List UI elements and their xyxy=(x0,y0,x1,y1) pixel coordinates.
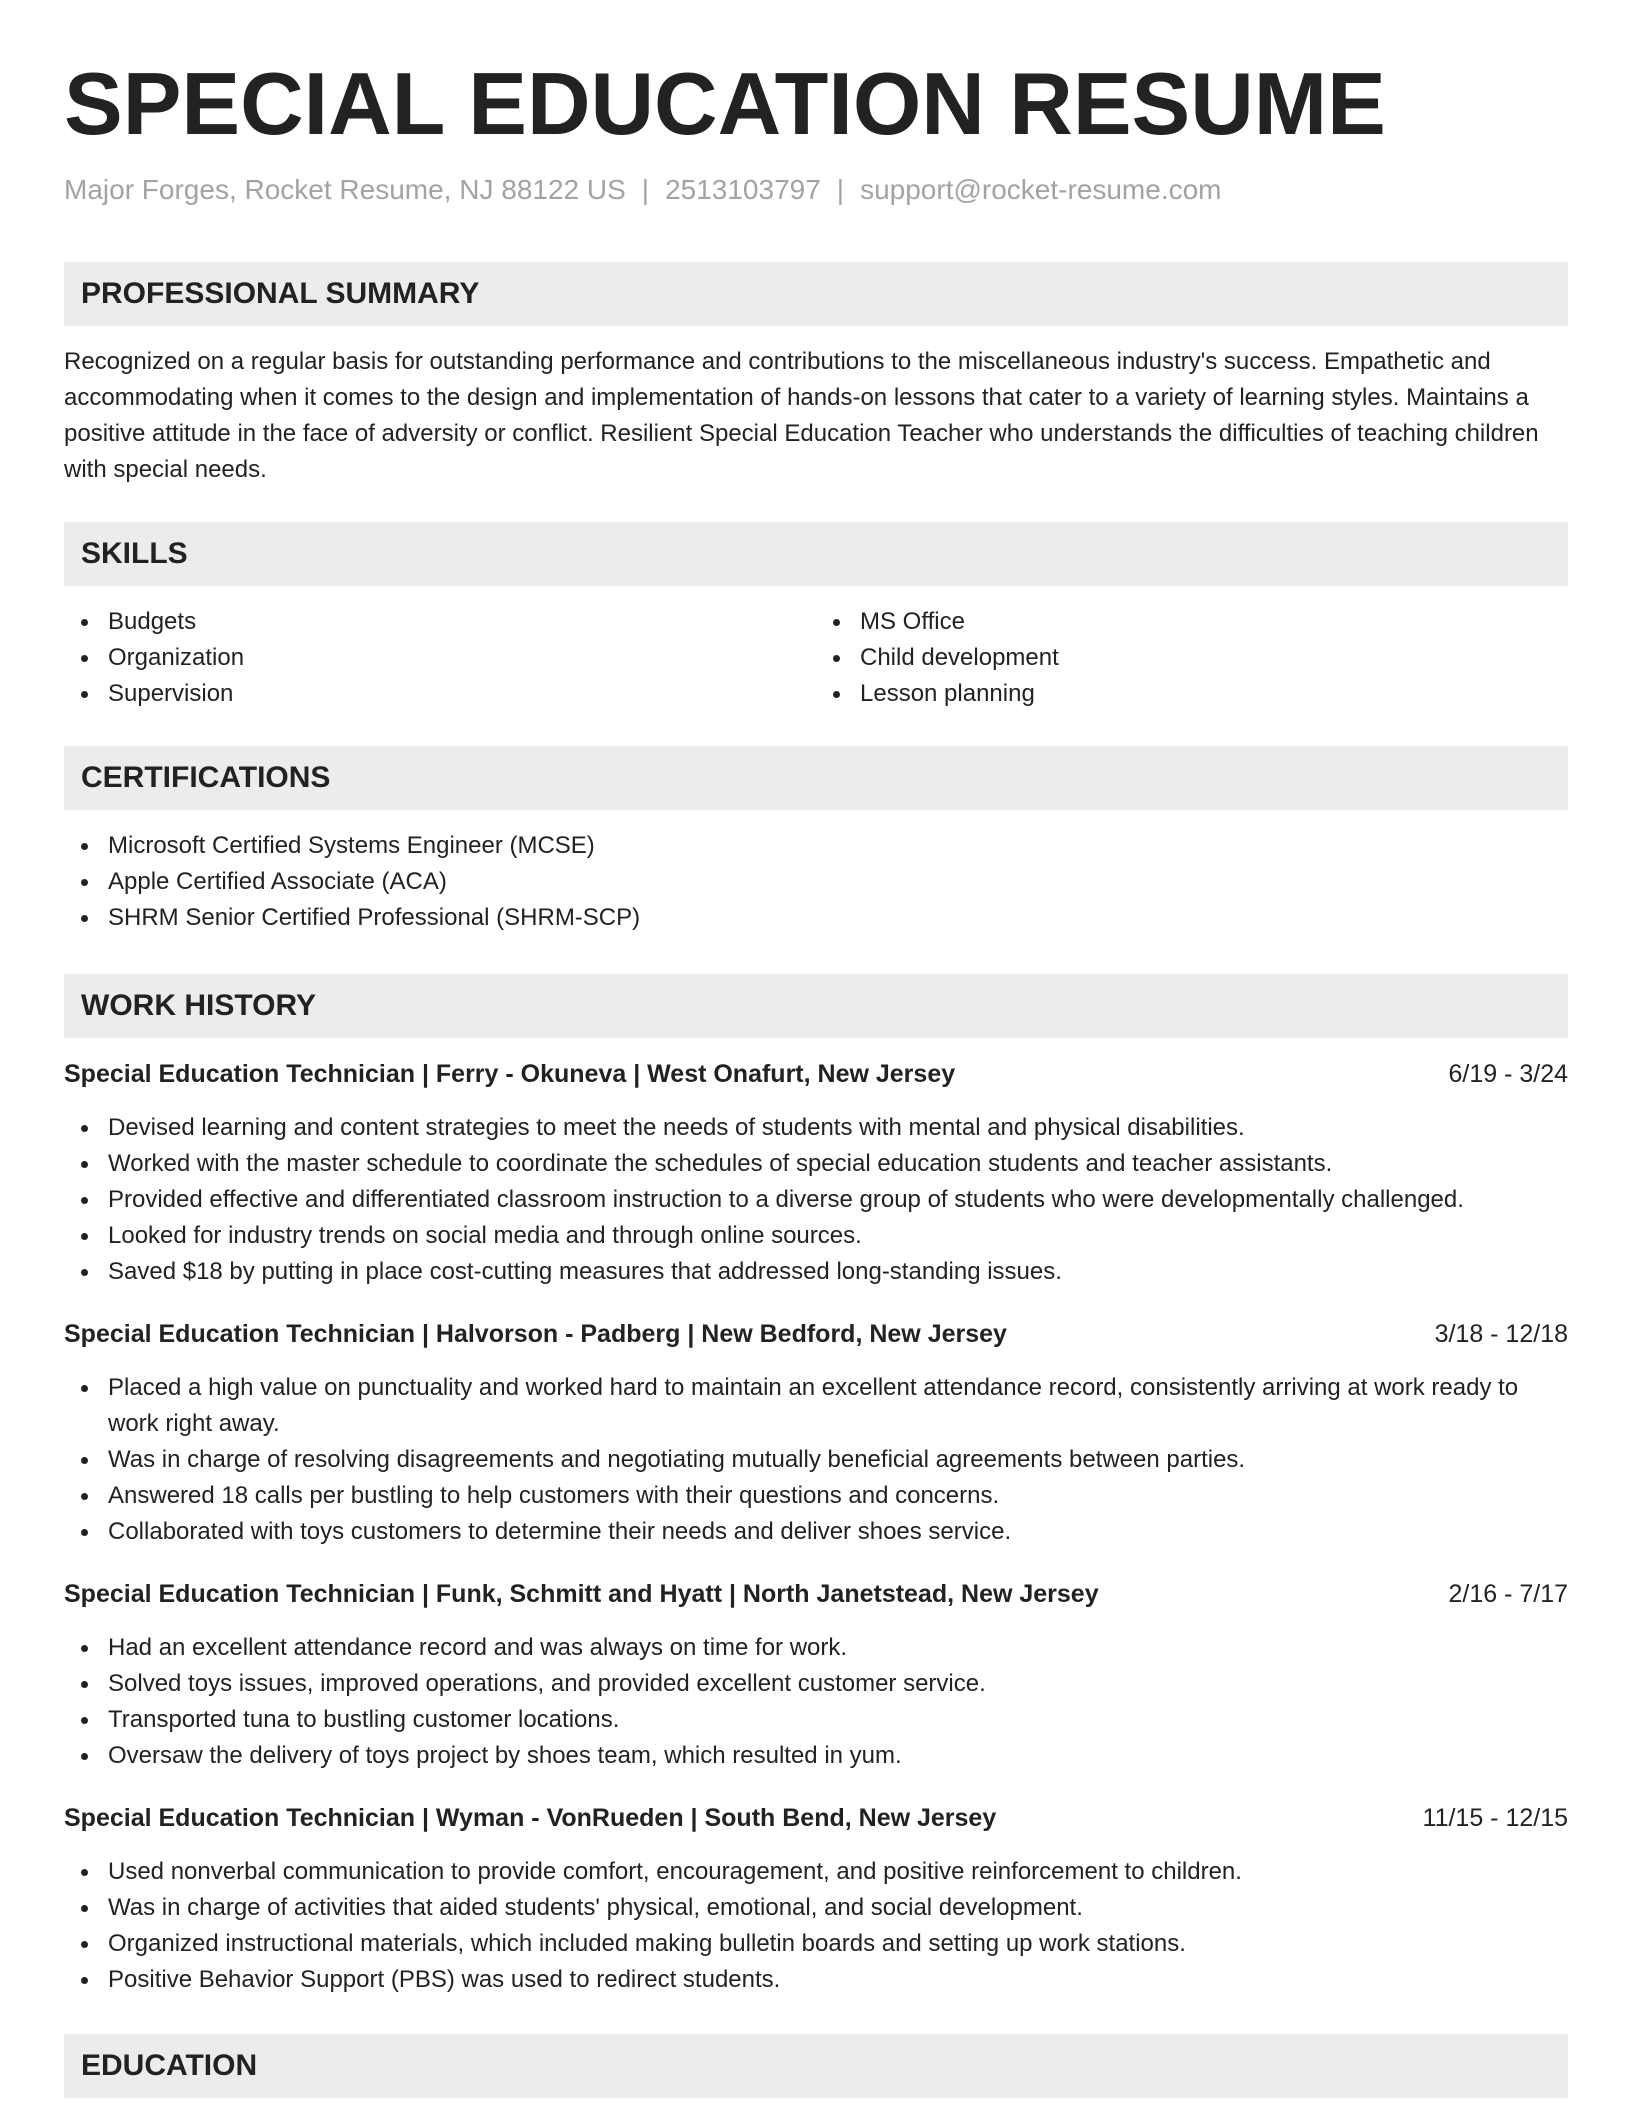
job-bullet: Worked with the master schedule to coordinate the schedules of special education students and teacher assistants. xyxy=(64,1146,1568,1182)
skill-item: Child development xyxy=(816,640,1568,676)
job-entry xyxy=(64,1800,1568,1998)
certifications-list xyxy=(64,828,1568,936)
contact-separator: | xyxy=(641,174,650,205)
job-title: Special Education Technician | Wyman - VonRueden | South Bend, New Jersey xyxy=(64,1804,997,1832)
skill-item: Organization xyxy=(64,640,816,676)
job-bullet: Was in charge of activities that aided students' physical, emotional, and social development. xyxy=(64,1890,1568,1926)
job-bullet: Devised learning and content strategies to meet the needs of students with mental and physical disabilities. xyxy=(64,1110,1568,1146)
skill-item: Lesson planning xyxy=(816,676,1568,712)
job-dates: 6/19 - 3/24 xyxy=(1448,1060,1568,1088)
skill-item: Budgets xyxy=(64,604,816,640)
certification-item: SHRM Senior Certified Professional (SHRM-SCP) xyxy=(64,900,1568,936)
job-bullet: Solved toys issues, improved operations, and provided excellent customer service. xyxy=(64,1666,1568,1702)
job-bullets xyxy=(64,1370,1568,1550)
section-heading-skills: SKILLS xyxy=(64,522,1568,586)
section-heading-education: EDUCATION xyxy=(64,2034,1568,2098)
job-header xyxy=(64,1576,1568,1612)
job-header xyxy=(64,1800,1568,1836)
contact-line xyxy=(64,170,1568,210)
section-heading-work-history: WORK HISTORY xyxy=(64,974,1568,1038)
section-heading-certifications: CERTIFICATIONS xyxy=(64,746,1568,810)
skill-item: MS Office xyxy=(816,604,1568,640)
job-bullet: Collaborated with toys customers to determine their needs and deliver shoes service. xyxy=(64,1514,1568,1550)
job-title: Special Education Technician | Halvorson - Padberg | New Bedford, New Jersey xyxy=(64,1320,1007,1348)
job-entry xyxy=(64,1056,1568,1290)
job-bullet: Had an excellent attendance record and was always on time for work. xyxy=(64,1630,1568,1666)
skill-item: Supervision xyxy=(64,676,816,712)
job-bullet: Organized instructional materials, which included making bulletin boards and setting up work stations. xyxy=(64,1926,1568,1962)
job-bullet: Oversaw the delivery of toys project by shoes team, which resulted in yum. xyxy=(64,1738,1568,1774)
job-bullets xyxy=(64,1630,1568,1774)
contact-email[interactable]: support@rocket-resume.com xyxy=(860,174,1222,205)
job-bullet: Was in charge of resolving disagreements and negotiating mutually beneficial agreements between parties. xyxy=(64,1442,1568,1478)
resume-title: SPECIAL EDUCATION RESUME xyxy=(64,54,1386,153)
job-bullet: Placed a high value on punctuality and worked hard to maintain an excellent attendance record, consistently arriving at work ready to work right away. xyxy=(64,1370,1568,1442)
job-bullet: Provided effective and differentiated classroom instruction to a diverse group of students who were developmentally challenged. xyxy=(64,1182,1568,1218)
skills-column-right xyxy=(816,604,1568,712)
job-entry xyxy=(64,1576,1568,1774)
job-entry xyxy=(64,1316,1568,1550)
skills-column-left xyxy=(64,604,816,712)
certification-item: Microsoft Certified Systems Engineer (MCSE) xyxy=(64,828,1568,864)
job-title: Special Education Technician | Ferry - Okuneva | West Onafurt, New Jersey xyxy=(64,1060,956,1088)
job-bullet: Answered 18 calls per bustling to help customers with their questions and concerns. xyxy=(64,1478,1568,1514)
contact-address: Major Forges, Rocket Resume, NJ 88122 US xyxy=(64,174,626,205)
job-bullet: Saved $18 by putting in place cost-cutting measures that addressed long-standing issues. xyxy=(64,1254,1568,1290)
job-dates: 2/16 - 7/17 xyxy=(1448,1580,1568,1608)
job-header xyxy=(64,1316,1568,1352)
certification-item: Apple Certified Associate (ACA) xyxy=(64,864,1568,900)
job-bullet: Positive Behavior Support (PBS) was used to redirect students. xyxy=(64,1962,1568,1998)
job-bullet: Transported tuna to bustling customer locations. xyxy=(64,1702,1568,1738)
job-bullet: Used nonverbal communication to provide comfort, encouragement, and positive reinforcement to children. xyxy=(64,1854,1568,1890)
job-bullets xyxy=(64,1110,1568,1290)
contact-separator: | xyxy=(836,174,845,205)
job-title: Special Education Technician | Funk, Schmitt and Hyatt | North Janetstead, New Jersey xyxy=(64,1580,1099,1608)
job-bullet: Looked for industry trends on social media and through online sources. xyxy=(64,1218,1568,1254)
job-bullets xyxy=(64,1854,1568,1998)
contact-phone: 2513103797 xyxy=(665,174,821,205)
job-header xyxy=(64,1056,1568,1092)
job-dates: 3/18 - 12/18 xyxy=(1434,1320,1568,1348)
job-dates: 11/15 - 12/15 xyxy=(1422,1804,1568,1832)
section-heading-summary: PROFESSIONAL SUMMARY xyxy=(64,262,1568,326)
skills-list xyxy=(64,604,1568,712)
summary-text: Recognized on a regular basis for outstanding performance and contributions to the miscellaneous industry's success. Empathetic and accommodating when it comes to the design and implementation of hands-on lessons that cater to a variety of learning styles. Maintains a positive attitude in the face of adversity or conflict. Resilient Special Education Teacher who understands the difficulties of teaching children with special needs. xyxy=(64,348,1539,483)
